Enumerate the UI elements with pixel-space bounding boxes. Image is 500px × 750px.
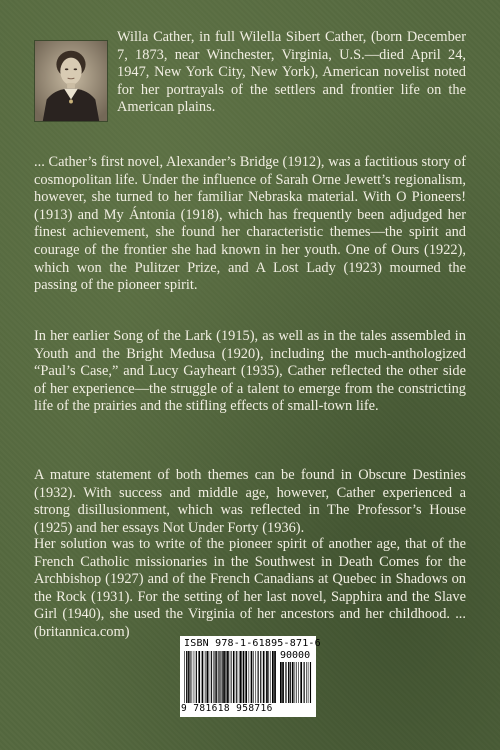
barcode-bar — [225, 651, 226, 703]
barcode-digits: 9 781618 958716 — [181, 703, 273, 714]
barcode-bar — [184, 651, 185, 703]
barcode-bar — [292, 662, 294, 703]
barcode-bar — [240, 651, 242, 703]
barcode-bar — [233, 651, 234, 703]
barcode-bar — [308, 662, 309, 703]
barcode-bar — [296, 662, 297, 703]
price-code: 90000 — [280, 650, 311, 661]
barcode-bar — [245, 651, 247, 703]
barcode-bar — [265, 651, 266, 703]
barcode-bar — [274, 651, 276, 703]
barcode-bar — [263, 651, 264, 703]
barcode-bar — [310, 662, 311, 703]
barcode-bar — [192, 651, 193, 703]
barcode-bar — [300, 662, 302, 703]
description-paragraph-3: A mature statement of both themes can be found in Obscure Destinies (1932). With success and middle age, however, Cather experienced a strong disillusionment, which was reflected in The Professor’s House (1925) and her essays Not Under Forty (1936). — [34, 467, 466, 536]
description-paragraph-1: ... Cather’s first novel, Alexander’s Bridge (1912), was a factitious story of cosmopolitan life. Under the influence of Sarah Orne Jewett’s regionalism, however, she turned to her familiar Nebraska material. With O Pioneers! (1913) and My Ántonia (1918), which has frequently been adjudged her finest achievement, she found her characteristic themes—the spirit and courage of the frontier she had known in her youth. One of Ours (1922), which won the Pulitzer Prize, and A Lost Lady (1923) mourned the passing of the pioneer spirit. — [34, 154, 466, 294]
barcode-bar — [218, 651, 219, 703]
barcode-bar — [231, 651, 232, 703]
barcode-bar — [205, 651, 206, 703]
barcode-bar — [215, 651, 216, 703]
barcode-bar — [213, 651, 214, 703]
barcode-bar — [211, 651, 212, 703]
barcode-bar — [236, 651, 237, 703]
barcode-bar — [304, 662, 305, 703]
barcode-bar — [290, 662, 291, 703]
barcode-bar — [186, 651, 187, 703]
barcode-bar — [272, 651, 274, 703]
barcode-bar — [253, 651, 254, 703]
barcode-bar — [202, 651, 204, 703]
barcode-bar — [251, 651, 253, 703]
barcode-bar — [285, 662, 286, 703]
description-paragraph-4: Her solution was to write of the pioneer spirit of another age, that of the French Catholic missionaries in the Southwest in Death Comes for the Archbishop (1927) and of the French Canadians at Quebec in Shadows on the Rock (1931). For the setting of her last novel, Sapphira and the Slave Girl (1940), she used the Virginia of her ancestors and her childhood. ... (britannica.com) — [34, 536, 466, 640]
barcode-bar — [216, 651, 217, 703]
barcode-bar — [206, 651, 207, 703]
barcode-bar — [270, 651, 271, 703]
barcode-bar — [266, 651, 268, 703]
isbn-text: ISBN 978-1-61895-871-6 — [184, 638, 321, 649]
barcode-bar — [268, 651, 269, 703]
barcode-bar — [223, 651, 225, 703]
barcode-bars — [184, 651, 276, 703]
barcode-addon-bars — [280, 662, 312, 703]
barcode-bar — [198, 651, 200, 703]
barcode-bar — [255, 651, 256, 703]
barcode-bar — [196, 651, 197, 703]
barcode-bar — [209, 651, 210, 703]
barcode-bar — [207, 651, 208, 703]
description-paragraph-2: In her earlier Song of the Lark (1915), as well as in the tales assembled in Youth and the Bright Medusa (1920), including the much-anthologized “Paul’s Case,” and Lucy Gayheart (1935), Cather reflected the other side of her experience—the struggle of a talent to emerge from the constricting life of the prairies and the stifling effects of small-town life. — [34, 328, 466, 415]
barcode-bar — [235, 651, 236, 703]
barcode-bar — [282, 662, 284, 703]
barcode-bar — [258, 651, 259, 703]
barcode-bar — [298, 662, 299, 703]
barcode-bar — [219, 651, 220, 703]
barcode-bar — [243, 651, 245, 703]
isbn-barcode — [180, 636, 321, 717]
barcode-bar — [288, 662, 289, 703]
barcode-bar — [260, 651, 261, 703]
barcode-bar — [280, 662, 282, 703]
author-portrait — [34, 40, 108, 122]
barcode-bar — [306, 662, 307, 703]
barcode-bar — [230, 651, 231, 703]
author-bio: Willa Cather, in full Wilella Sibert Cather, (born December 7, 1873, near Winchester, Virginia, U.S.—died April 24, 1947, New York City, New York), American novelist noted for her portrayals of the settlers and frontier life on the American plains. — [117, 29, 466, 116]
barcode-bar — [222, 651, 223, 703]
barcode-bar — [227, 651, 229, 703]
barcode-bar — [194, 651, 195, 703]
barcode-bar — [249, 651, 250, 703]
barcode-bar — [239, 651, 240, 703]
author-portrait-image — [35, 41, 107, 121]
barcode-bar — [295, 662, 296, 703]
barcode-bar — [188, 651, 189, 703]
barcode-bar — [189, 651, 190, 703]
